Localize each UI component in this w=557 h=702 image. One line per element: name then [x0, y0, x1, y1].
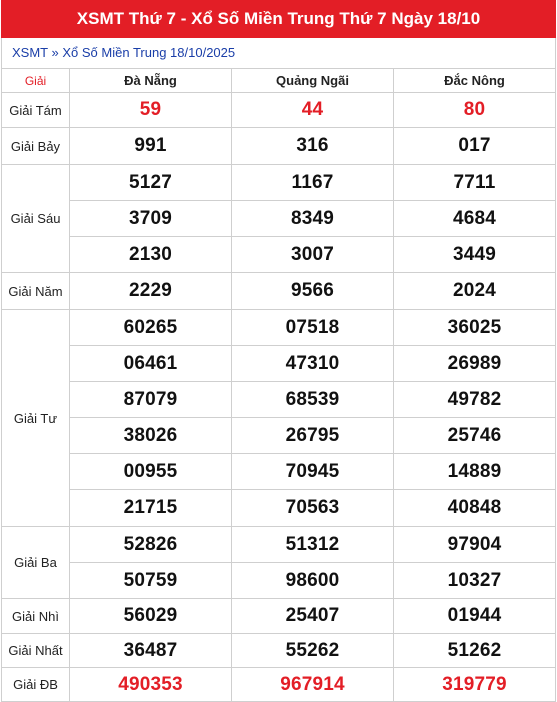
breadcrumb-link-xsmt[interactable]: XSMT	[12, 45, 48, 60]
breadcrumb-separator: »	[51, 45, 59, 60]
prize-label: Giải Nhất	[2, 634, 70, 668]
prize-row	[2, 563, 556, 599]
prize-row	[2, 346, 556, 382]
prize-label: Giải Bảy	[2, 128, 70, 165]
prize-number: 36025	[394, 310, 556, 346]
prize-label: Giải Tám	[2, 93, 70, 128]
prize-row	[2, 237, 556, 273]
breadcrumb-link-date[interactable]: Xổ Số Miền Trung 18/10/2025	[62, 45, 236, 60]
prize-row	[2, 201, 556, 237]
prize-number: 51262	[394, 634, 556, 668]
prize-number: 59	[70, 93, 232, 128]
prize-number: 55262	[232, 634, 394, 668]
prize-number: 97904	[394, 527, 556, 563]
prize-number: 60265	[70, 310, 232, 346]
prize-number: 14889	[394, 454, 556, 490]
prize-number: 47310	[232, 346, 394, 382]
prize-number: 25746	[394, 418, 556, 454]
prize-row	[2, 310, 556, 346]
prize-label: Giải Ba	[2, 527, 70, 599]
column-header-prize: Giải	[2, 69, 70, 93]
page-title: XSMT Thứ 7 - Xổ Số Miền Trung Thứ 7 Ngày 18/10	[1, 0, 556, 38]
prize-number: 991	[70, 128, 232, 165]
prize-number: 06461	[70, 346, 232, 382]
prize-number: 52826	[70, 527, 232, 563]
prize-number: 80	[394, 93, 556, 128]
column-header-province: Quảng Ngãi	[232, 69, 394, 93]
column-header-province: Đắc Nông	[394, 69, 556, 93]
prize-label: Giải ĐB	[2, 668, 70, 702]
prize-number: 21715	[70, 490, 232, 527]
prize-number: 40848	[394, 490, 556, 527]
prize-number: 3007	[232, 237, 394, 273]
prize-number: 4684	[394, 201, 556, 237]
prize-number: 26795	[232, 418, 394, 454]
prize-label: Giải Năm	[2, 273, 70, 310]
prize-number: 07518	[232, 310, 394, 346]
lottery-results-panel	[1, 0, 556, 702]
prize-number: 70563	[232, 490, 394, 527]
prize-row	[2, 382, 556, 418]
prize-number: 316	[232, 128, 394, 165]
prize-row	[2, 668, 556, 702]
prize-label: Giải Sáu	[2, 165, 70, 273]
prize-row	[2, 165, 556, 201]
prize-number: 01944	[394, 599, 556, 634]
prize-number: 967914	[232, 668, 394, 702]
prize-number: 3449	[394, 237, 556, 273]
table-header-row	[2, 69, 556, 93]
prize-number: 017	[394, 128, 556, 165]
prize-number: 490353	[70, 668, 232, 702]
prize-label: Giải Tư	[2, 310, 70, 527]
prize-number: 68539	[232, 382, 394, 418]
breadcrumb	[1, 38, 556, 68]
prize-number: 51312	[232, 527, 394, 563]
prize-row	[2, 527, 556, 563]
prize-number: 49782	[394, 382, 556, 418]
prize-row	[2, 454, 556, 490]
prize-number: 9566	[232, 273, 394, 310]
prize-number: 7711	[394, 165, 556, 201]
prize-row	[2, 418, 556, 454]
prize-number: 5127	[70, 165, 232, 201]
prize-number: 2229	[70, 273, 232, 310]
prize-number: 2024	[394, 273, 556, 310]
prize-row	[2, 273, 556, 310]
prize-number: 1167	[232, 165, 394, 201]
prize-row	[2, 93, 556, 128]
prize-number: 319779	[394, 668, 556, 702]
results-table	[1, 68, 556, 702]
prize-row	[2, 128, 556, 165]
prize-number: 8349	[232, 201, 394, 237]
prize-row	[2, 599, 556, 634]
column-header-province: Đà Nẵng	[70, 69, 232, 93]
prize-number: 36487	[70, 634, 232, 668]
prize-number: 2130	[70, 237, 232, 273]
prize-number: 00955	[70, 454, 232, 490]
prize-row	[2, 634, 556, 668]
prize-number: 26989	[394, 346, 556, 382]
prize-label: Giải Nhì	[2, 599, 70, 634]
prize-number: 3709	[70, 201, 232, 237]
prize-number: 44	[232, 93, 394, 128]
prize-number: 50759	[70, 563, 232, 599]
prize-number: 56029	[70, 599, 232, 634]
prize-number: 10327	[394, 563, 556, 599]
prize-row	[2, 490, 556, 527]
prize-number: 70945	[232, 454, 394, 490]
prize-number: 25407	[232, 599, 394, 634]
prize-number: 38026	[70, 418, 232, 454]
prize-number: 98600	[232, 563, 394, 599]
prize-number: 87079	[70, 382, 232, 418]
